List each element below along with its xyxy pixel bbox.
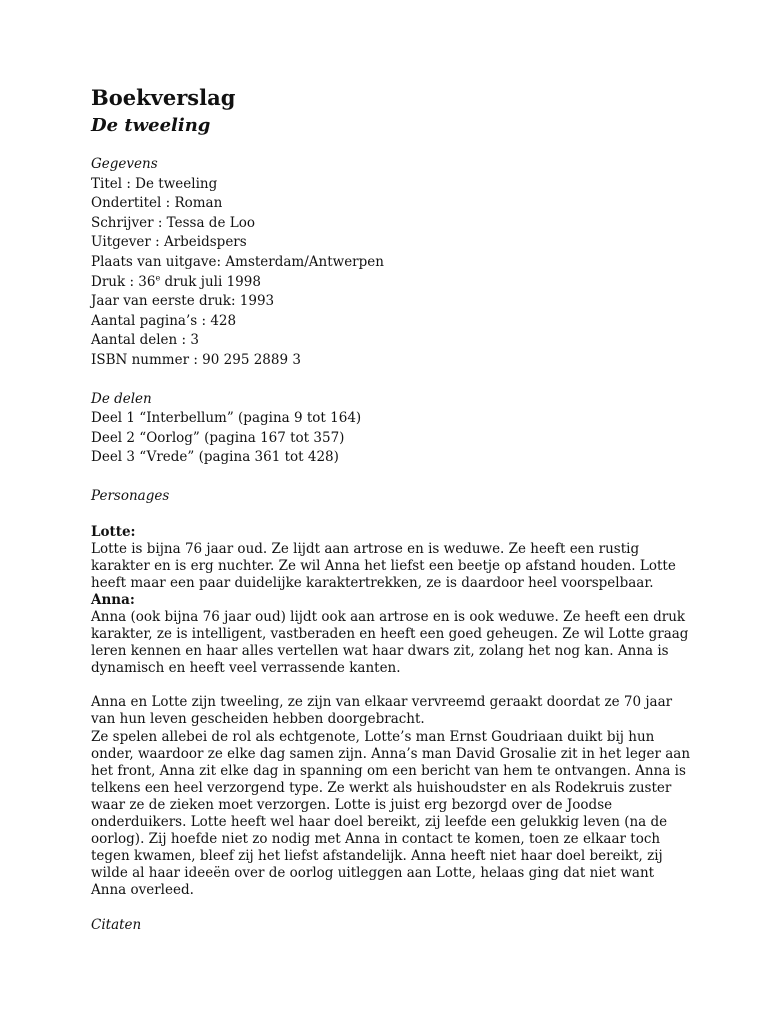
gegevens-delen: Aantal delen : 3 <box>91 332 199 349</box>
section-heading-delen: De delen <box>91 390 152 407</box>
deel-item: Deel 2 “Oorlog” (pagina 167 tot 357) <box>91 429 345 446</box>
section-heading-gegevens: Gegevens <box>91 156 158 172</box>
druk-suffix: druk juli 1998 <box>160 273 261 290</box>
druk-superscript: e <box>155 273 161 283</box>
deel-item: Deel 1 “Interbellum” (pagina 9 tot 164) <box>91 410 362 427</box>
gegevens-isbn: ISBN nummer : 90 295 2889 3 <box>91 351 301 368</box>
character-name-anna: Anna: <box>91 591 135 608</box>
character-description-anna: Anna (ook bijna 76 jaar oud) lijdt ook aan artrose en is ook weduwe. Ze heeft een druk karakter, ze is intelligent, vastberaden en heeft een goed geheugen. Ze wil Lotte graag leren kennen en haar alles vertellen wat haar dwars zit, zolang het nog kan. Anna is dynamisch en heeft veel verrassende kanten. <box>91 608 689 677</box>
gegevens-druk <box>91 273 691 293</box>
document-title: Boekverslag <box>91 85 236 110</box>
gegevens-paginas: Aantal pagina’s : 428 <box>91 312 237 329</box>
character-description-lotte: Lotte is bijna 76 jaar oud. Ze lijdt aan artrose en is weduwe. Ze heeft een rustig karakter en is erg nuchter. Ze wil Anna het liefst een beetje op afstand houden. Lotte heeft maar een paar duidelijke karaktertrekken, ze is daardoor heel voorspelbaar. <box>91 540 676 591</box>
section-heading-citaten: Citaten <box>91 917 142 934</box>
section-heading-personages: Personages <box>91 487 170 504</box>
gegevens-titel: Titel : De tweeling <box>91 175 218 192</box>
deel-item: Deel 3 “Vrede” (pagina 361 tot 428) <box>91 449 339 466</box>
document-subtitle: De tweeling <box>91 115 211 136</box>
gegevens-plaats: Plaats van uitgave: Amsterdam/Antwerpen <box>91 253 384 270</box>
gegevens-uitgever: Uitgever : Arbeidspers <box>91 234 247 251</box>
gegevens-schrijver: Schrijver : Tessa de Loo <box>91 214 255 231</box>
paragraph-tweeling: Anna en Lotte zijn tweeling, ze zijn van elkaar vervreemd geraakt doordat ze 70 jaar van hun leven gescheiden hebben doorgebracht. <box>91 694 673 728</box>
document-body <box>91 84 691 936</box>
paragraph-rollen: Ze spelen allebei de rol als echtgenote, Lotte’s man Ernst Goudriaan duikt bij hun onder, waardoor ze elke dag samen zijn. Anna’s man David Grosalie zit in het leger aan het front, Anna zit elke dag in spanning om een bericht van hem te ontvangen. Anna is telkens een heel verzorgend type. Ze werkt als huishoudster en als Rodekruis zuster waar ze de zieken moet verzorgen. Lotte is juist erg bezorgd over de Joodse onderduikers. Lotte heeft wel haar doel bereikt, zij leefde een gelukkig leven (na de oorlog). Zij hoefde niet zo nodig met Anna in contact te komen, toen ze elkaar toch tegen kwamen, bleef zij het liefst afstandelijk. Anna heeft niet haar doel bereikt, zij wilde al haar ideeën over de oorlog uitleggen aan Lotte, helaas ging dat niet want Anna overleed. <box>91 728 691 899</box>
gegevens-ondertitel: Ondertitel : Roman <box>91 195 223 212</box>
character-name-lotte: Lotte: <box>91 523 136 540</box>
gegevens-eerste-druk: Jaar van eerste druk: 1993 <box>91 293 275 310</box>
druk-prefix: Druk : 36 <box>91 273 156 290</box>
